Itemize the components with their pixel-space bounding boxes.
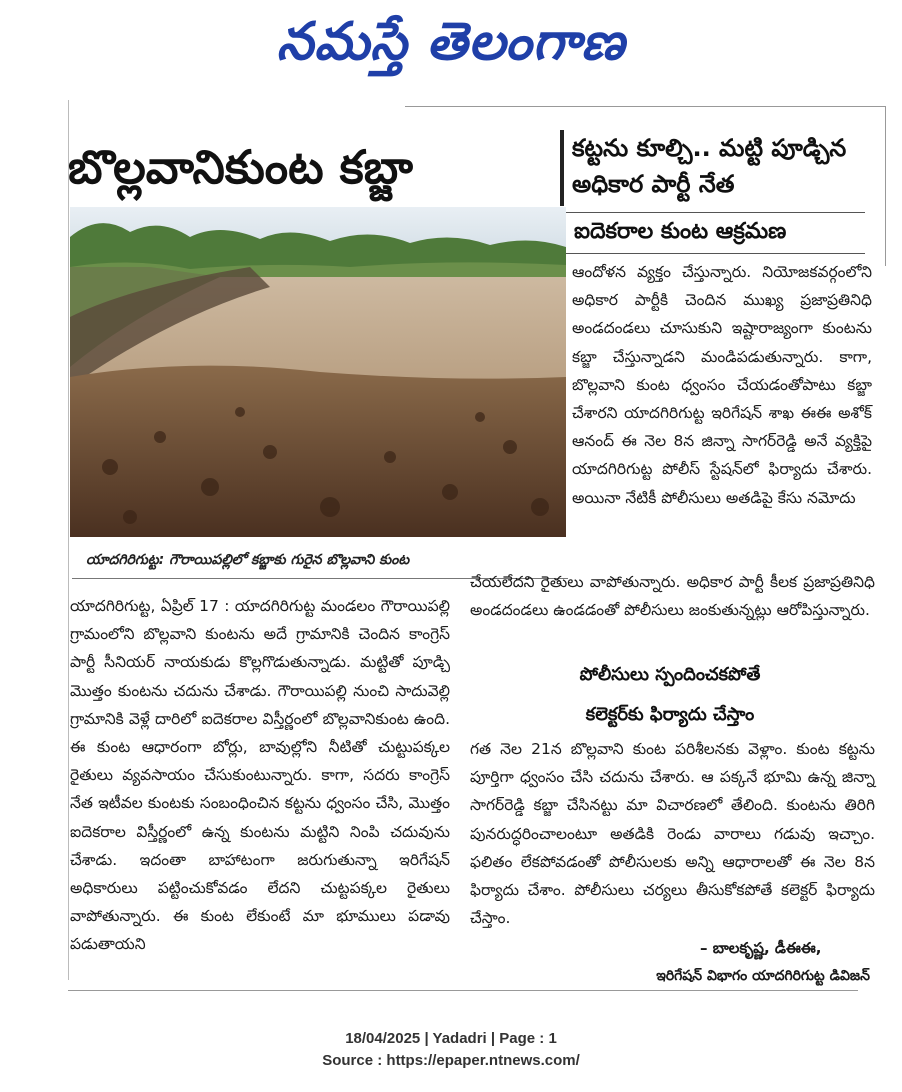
left-column-text: యాదగిరిగుట్ట, ఏప్రిల్ 17 : యాదగిరిగుట్ట మండలం గౌరాయిపల్లి గ్రామంలోని బొల్లవాని కుంటను అదే గ్రామానికి చెందిన కాంగ్రెస్ పార్టీ సీనియర్ నాయకుడు కొల్లగొడుతున్నాడు. మట్టితో పూడ్చి మొత్తం కుంటను చదును చేశాడు. గౌరాయిపల్లి నుంచి సాదువెల్లి గ్రామానికి వెళ్లే దారిలో ఐదెకరాల విస్తీర్ణంలో బొల్లవానికుంట ఉంది. ఈ కుంట ఆధారంగా బోర్లు, బావుల్లోని నీటితో చుట్టుపక్కల రైతులు వ్యవసాయం చేసుకుంటున్నారు. కాగా, సదరు కాంగ్రెస్ నేత ఇటీవల కుంటకు సంబంధించిన కట్టను ధ్వంసం చేసి, మొత్తం ఐదెకరాల విస్తీర్ణంలో ఉన్న కుంటను మట్టిని నింపి చదువును చేశాడు. ఇదంతా బాహాటంగా జరుగుతున్నా ఇరిగేషన్ అధికారులు పట్టించుకోవడం లేదని చుట్టపక్కల రైతులు వాపోతున్నారు. ఈ కుంట లేకుంటే మా భూములు పడావు పడుతాయని — [70, 597, 450, 954]
bridge-column-text: చేయలేదని రైతులు వాపోతున్నారు. అధికార పార్టీ కీలక ప్రజాప్రతినిధి అండదండలు ఉండడంతో పోలీసులు జంకుతున్నట్లు ఆరోపిస్తున్నారు. — [470, 573, 875, 620]
quote-column-text: గత నెల 21న బొల్లవాని కుంట పరిశీలనకు వెళ్లాం. కుంట కట్టను పూర్తిగా ధ్వంసం చేసి చదును చేశారు. ఆ పక్కనే భూమి ఉన్న జిన్నా సాగర్‌రెడ్డి కబ్జా చేసినట్టు మా విచారణలో తేలింది. కుంటను తిరిగి పునరుద్ధరించాలంటూ అతడికి రెండు వారాలు గడువు ఇచ్చాం. ఫలితం లేకపోవడంతో పోలీసులకు అన్ని ఆధారాలతో ఈ నెల 8న ఫిర్యాదు చేశాం. పోలీసులు చర్యలు తీసుకోకపోతే కలెక్టర్ ఫిర్యాదు చేస్తాం. — [470, 740, 875, 928]
landscape-photo-illustration — [70, 207, 566, 537]
article-sidehead: కట్టను కూల్చి.. మట్టి పూడ్చిన అధికార పార్టీ నేత — [572, 134, 847, 198]
article-headline: బొల్లవానికుంట కబ్జా — [68, 140, 413, 194]
article-photo — [70, 207, 566, 537]
signature-name: – బాలకృష్ణ, డీఈఈ, — [700, 939, 822, 957]
right-column-text: ఆందోళన వ్యక్తం చేస్తున్నారు. నియోజకవర్గంలోని అధికార పార్టీకి చెందిన ముఖ్య ప్రజాప్రతినిధి అండదండలు చూసుకుని ఇష్టారాజ్యంగా కుంటను కబ్జా చేస్తున్నాడని మండిపడుతున్నారు. కాగా, బొల్లవాని కుంట ధ్వంసం చేయడంతోపాటు కబ్జా చేశారని యాదగిరిగుట్ట ఇరిగేషన్ శాఖ ఈఈ అశోక్ ఆనంద్ ఈ నెల 8న జిన్నా సాగర్‌రెడ్డి అనే వ్యక్తిపై యాదగిరిగుట్ట పోలీస్ స్టేషన్‌లో ఫిర్యాదు చేశారు. అయినా నేటికీ పోలీసులు అతడిపై కేసు నమోదు — [572, 263, 872, 507]
sidehead-accent-bar — [560, 130, 564, 206]
section-heading-2: కలెక్టర్‌కు ఫిర్యాదు చేస్తాం — [585, 704, 755, 725]
top-right-rule — [405, 106, 885, 107]
masthead-logo: నమస్తే తెలంగాణ — [276, 12, 626, 72]
section-heading-1: పోలీసులు స్పందించకపోతే — [579, 664, 761, 685]
article-subhead: ఐదెకరాల కుంట ఆక్రమణ — [574, 219, 787, 244]
signature-title: ఇరిగేషన్ విభాగం యాదగిరిగుట్ట డివిజన్ — [656, 968, 870, 984]
footer-date-edition: 18/04/2025 | Yadadri | Page : 1 — [345, 1030, 557, 1047]
footer-source-link[interactable]: Source : https://epaper.ntnews.com/ — [322, 1052, 580, 1069]
left-border-rule — [68, 100, 69, 980]
photo-caption: యాదగిరిగుట్ట: గౌరాయిపల్లిలో కబ్జాకు గురైన బొల్లవాని కుంట — [86, 552, 410, 568]
bottom-rule — [68, 990, 858, 991]
right-border-rule — [885, 106, 886, 266]
